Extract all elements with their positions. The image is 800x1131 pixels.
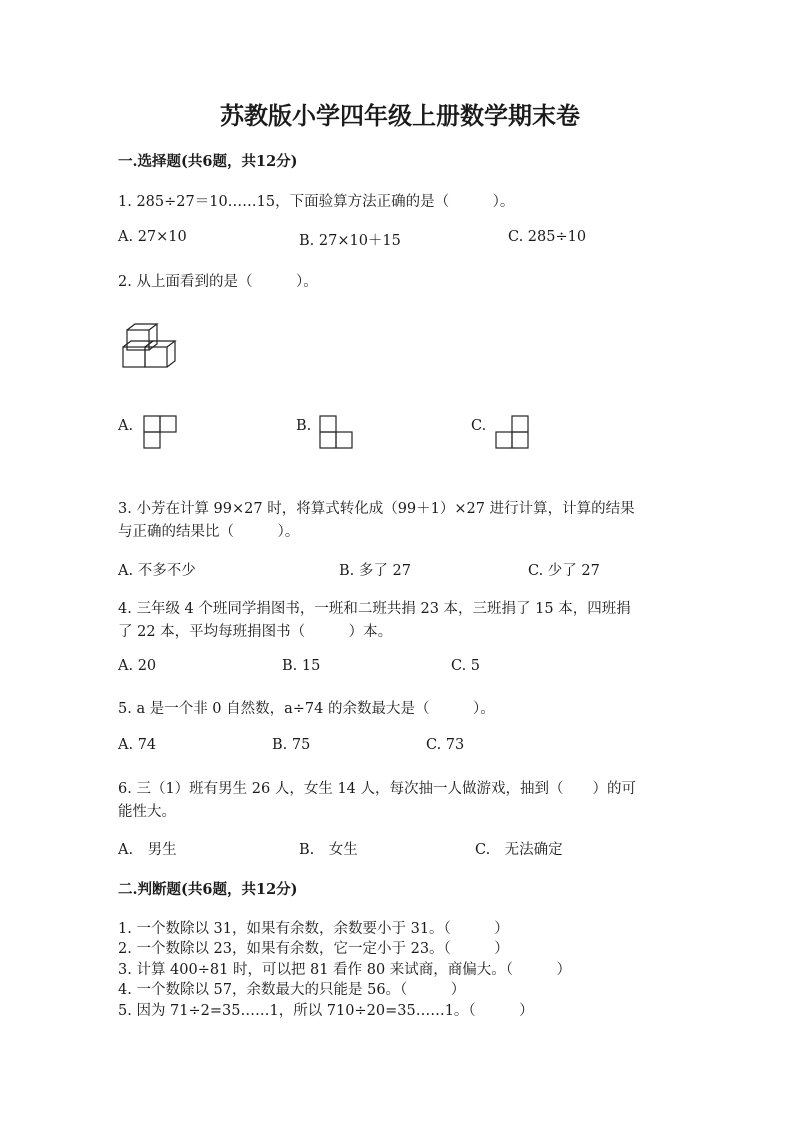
section-heading-choice: 一.选择题(共6题，共12分) bbox=[118, 153, 298, 170]
section-heading-judgement: 二.判断题(共6题，共12分) bbox=[118, 881, 298, 898]
option-2a-label: A. bbox=[118, 418, 134, 434]
option-1b: B. 27×10＋15 bbox=[299, 233, 401, 249]
option-4b: B. 15 bbox=[282, 658, 321, 674]
option-1c: C. 285÷10 bbox=[508, 229, 587, 245]
cubes-figure bbox=[118, 320, 182, 370]
option-2a-view-icon bbox=[142, 414, 178, 450]
question-4-line1: 4. 三年级 4 个班同学捐图书，一班和二班共捐 23 本，三班捐了 15 本，四班捐 bbox=[118, 601, 631, 617]
judgement-item-1: 1. 一个数除以 31，如果有余数，余数要小于 31。（ ） bbox=[118, 921, 509, 937]
option-4a: A. 20 bbox=[118, 658, 157, 674]
option-2b-label: B. bbox=[296, 418, 312, 434]
option-5a: A. 74 bbox=[118, 737, 157, 753]
option-3b: B. 多了 27 bbox=[339, 563, 411, 579]
option-6b: B. 女生 bbox=[299, 842, 358, 858]
option-2c-label: C. bbox=[471, 418, 487, 434]
question-2: 2. 从上面看到的是（ ）。 bbox=[118, 274, 318, 290]
question-4-line2: 了 22 本，平均每班捐图书（ ）本。 bbox=[118, 624, 393, 640]
option-3a: A. 不多不少 bbox=[118, 563, 196, 579]
option-5c: C. 73 bbox=[426, 737, 465, 753]
question-6-line1: 6. 三（1）班有男生 26 人，女生 14 人，每次抽一人做游戏，抽到（ ）的可 bbox=[118, 781, 637, 797]
judgement-item-3: 3. 计算 400÷81 时，可以把 81 看作 80 来试商，商偏大。（ ） bbox=[118, 962, 572, 978]
judgement-item-2: 2. 一个数除以 23，如果有余数，它一定小于 23。（ ） bbox=[118, 941, 509, 957]
question-3-line1: 3. 小芳在计算 99×27 时，将算式转化成（99＋1）×27 进行计算，计算的结果 bbox=[118, 501, 635, 517]
question-6-line2: 能性大。 bbox=[118, 804, 176, 820]
option-6c: C. 无法确定 bbox=[475, 842, 563, 858]
page-title: 苏教版小学四年级上册数学期末卷 bbox=[220, 101, 580, 130]
question-3-line2: 与正确的结果比（ ）。 bbox=[118, 524, 300, 540]
option-5b: B. 75 bbox=[272, 737, 311, 753]
judgement-item-5: 5. 因为 71÷2=35……1，所以 710÷20=35……1。（ ） bbox=[118, 1003, 534, 1019]
option-2b-view-icon bbox=[318, 414, 354, 450]
option-2c-view-icon bbox=[494, 414, 530, 450]
option-4c: C. 5 bbox=[451, 658, 481, 674]
question-1: 1. 285÷27＝10……15，下面验算方法正确的是（ ）。 bbox=[118, 194, 515, 210]
option-1a: A. 27×10 bbox=[118, 229, 187, 245]
question-5: 5. a 是一个非 0 自然数，a÷74 的余数最大是（ ）。 bbox=[118, 701, 495, 717]
option-6a: A. 男生 bbox=[118, 842, 177, 858]
judgement-item-4: 4. 一个数除以 57，余数最大的只能是 56。（ ） bbox=[118, 982, 466, 998]
option-3c: C. 少了 27 bbox=[528, 563, 600, 579]
